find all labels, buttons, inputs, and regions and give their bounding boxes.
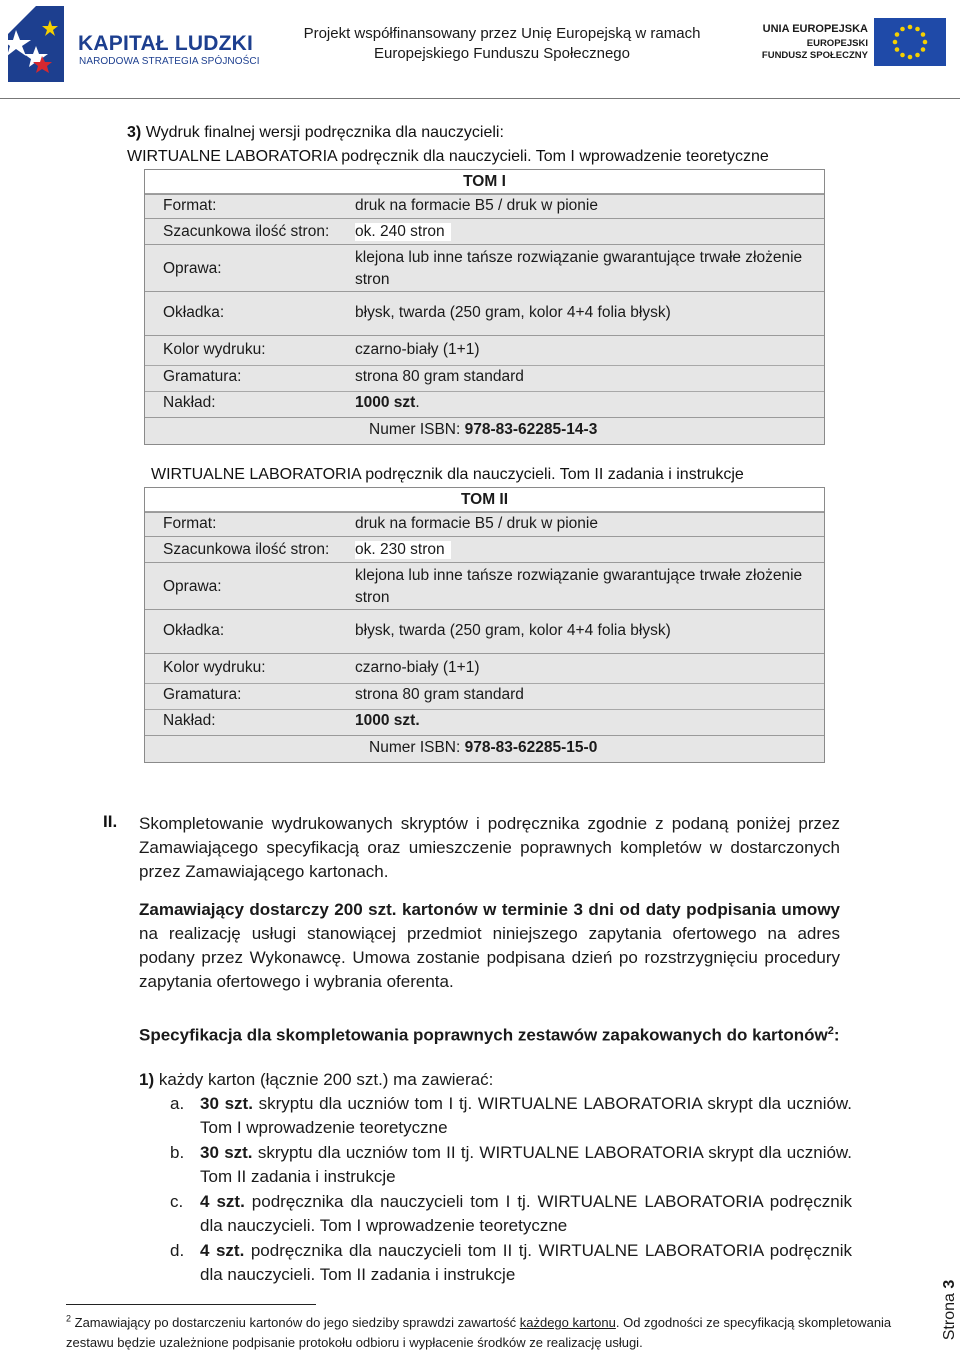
tom2-row-cover [145,609,824,653]
list-item-qty: 30 szt. [200,1094,253,1113]
tom2-isbn [369,739,597,757]
footnote-divider [66,1304,316,1305]
header-center-line2: Europejskiego Funduszu Społecznego [373,45,630,62]
tom1-row-isbn [145,417,824,444]
header-divider [0,98,960,99]
tom1-cover-label: Okładka: [163,304,225,321]
section2-paragraph2 [139,898,840,994]
list-item-letter: a. [170,1094,185,1113]
tom2-row-run [145,709,824,735]
list-item-text [200,1141,852,1189]
footnote-text-a: Zamawiający po dostarczeniu kartonów do jego siedziby sprawdzi zawartość [71,1315,520,1330]
tom2-run-value [355,712,420,730]
spec-heading [139,1019,852,1048]
tom2-pages-value: ok. 230 stron [355,541,451,559]
header-center-line1: Projekt współfinansowany przez Unię Europejską w ramach [303,25,701,42]
tom1-run-label: Nakład: [163,394,216,411]
tom1-row-color [145,335,824,365]
header-cofinancing-note [280,24,724,64]
spec-item1-text: każdy karton (łącznie 200 szt.) ma zawierać: [154,1070,494,1089]
tom1-binding-value: klejona lub inne tańsze rozwiązanie gwarantujące trwałe złożenie stron [355,249,803,288]
tom1-color-label: Kolor wydruku: [163,341,266,358]
list-item-text [200,1092,852,1140]
tom2-cover-value: błysk, twarda (250 gram, kolor 4+4 folia błysk) [355,622,671,639]
footnote-text-b: . Od zgodności ze specyfikacją skompletowania zestawu będzie uzależnione podpisanie protokołu odbioru i wypłacenie środków ze realizację usługi. [66,1315,892,1350]
section3-heading-line2: WIRTUALNE LABORATORIA podręcznik dla nauczycieli. Tom I wprowadzenie teoretyczne [127,148,769,165]
list-item-qty: 4 szt. [200,1192,245,1211]
tom1-row-weight [145,365,824,391]
eu-logo-line1: UNIA EUROPEJSKA [762,23,868,35]
list-item-description: skryptu dla uczniów tom I tj. WIRTUALNE LABORATORIA skrypt dla uczniów. Tom I wprowadzenie teoretyczne [200,1094,852,1137]
tom1-isbn [369,421,597,439]
list-item-description: podręcznika dla nauczycieli tom II tj. WIRTUALNE LABORATORIA podręcznik dla nauczycieli. Tom II zadania i instrukcje [200,1241,852,1284]
eu-flag-icon [874,18,946,66]
tom1-row-cover [145,291,824,335]
list-item-letter: b. [170,1143,185,1162]
section3-number: 3) [127,124,142,141]
tom1-pages-label: Szacunkowa ilość stron: [163,223,330,240]
list-item-letter: d. [170,1241,185,1260]
spec-item1-number: 1) [139,1070,155,1089]
footnote-underlined: każdego kartonu [519,1315,616,1330]
tom1-binding-label: Oprawa: [163,260,222,277]
kapital-ludzki-emblem-icon [6,4,66,84]
tom2-weight-label: Gramatura: [163,686,242,703]
tom1-run-value-tail: . [415,394,420,411]
list-item-text [200,1239,852,1287]
spec-heading-text: Specyfikacja dla skompletowania poprawnych zestawów zapakowanych do kartonów [139,1025,828,1045]
tom1-color-value: czarno-biały (1+1) [355,341,480,358]
tom1-format-value: druk na formacie B5 / druk w pionie [355,197,598,214]
tom2-heading: WIRTUALNE LABORATORIA podręcznik dla nauczycieli. Tom II zadania i instrukcje [151,466,744,483]
tom2-row-pages [145,536,824,562]
section3-heading-line1 [127,124,504,142]
tom2-format-label: Format: [163,515,217,532]
tom1-row-format [145,194,824,218]
section2-para2-rest: na realizację usługi stanowiącej przedmiot niniejszego zapytania ofertowego na adres podany przez Wykonawcę. Umowa zostanie podpisana dzień po rozstrzygnięciu procedury zapytania ofertowego i wybrania oferenta. [139,924,840,991]
tom2-row-isbn [145,735,824,762]
section3-title: Wydruk finalnej wersji podręcznika dla nauczycieli: [145,124,504,141]
kapital-ludzki-logo [6,4,260,84]
section2-paragraph1: Skompletowanie wydrukowanych skryptów i podręcznika zgodnie z podaną poniżej przez Zamawiającego specyfikacją oraz umieszczenie poprawnych kompletów w dostarczonych przez Zamawiającego kartonach. [139,814,840,881]
list-item-text [200,1190,852,1238]
tom1-cover-value: błysk, twarda (250 gram, kolor 4+4 folia błysk) [355,304,671,321]
tom2-cover-label: Okładka: [163,622,225,639]
tom2-isbn-value: 978-83-62285-15-0 [464,739,598,756]
tom1-weight-value: strona 80 gram standard [355,368,524,385]
tom1-weight-label: Gramatura: [163,368,242,385]
tom2-row-weight [145,683,824,709]
kapital-ludzki-subtitle: NARODOWA STRATEGIA SPÓJNOŚCI [79,56,260,67]
tom1-format-label: Format: [163,197,217,214]
list-item [170,1141,852,1189]
list-item [170,1092,852,1140]
tom1-pages-value: ok. 240 stron [355,223,451,241]
tom2-run-label: Nakład: [163,712,216,729]
list-item-qty: 30 szt. [200,1143,253,1162]
tom1-row-pages [145,218,824,244]
list-item-qty: 4 szt. [200,1241,245,1260]
eu-logo-line3: FUNDUSZ SPOŁECZNY [761,50,868,61]
spec-footnote-ref: 2 [827,1025,834,1037]
tom2-binding-value: klejona lub inne tańsze rozwiązanie gwarantujące trwałe złożenie stron [355,567,803,606]
list-item-description: podręcznika dla nauczycieli tom I tj. WIRTUALNE LABORATORIA podręcznik dla nauczycieli. Tom I wprowadzenie teoretyczne [200,1192,852,1235]
eu-logo-line2: EUROPEJSKI [806,38,868,49]
footnote [66,1313,896,1353]
tom2-row-binding [145,562,824,609]
tom2-weight-value: strona 80 gram standard [355,686,524,703]
section2-para2-bold-b: kartonów w terminie 3 dni od daty podpisania umowy [396,900,840,919]
tom2-run-value-bold: 1000 szt. [355,712,420,729]
section2-para2-bold-a: Zamawiający dostarczy 200 szt. [139,900,397,919]
spec-table-tom1 [144,169,825,445]
list-item-description: skryptu dla uczniów tom II tj. WIRTUALNE LABORATORIA skrypt dla uczniów. Tom II zadania i instrukcje [200,1143,852,1186]
spec-heading-colon: : [833,1025,840,1045]
tom1-run-value-bold: 1000 szt [355,394,416,411]
list-item-letter: c. [170,1192,184,1211]
spec-table-tom2 [144,487,825,763]
tom1-isbn-value: 978-83-62285-14-3 [464,421,598,438]
tom1-run-value [355,394,420,412]
footnote-mark: 2 [66,1313,72,1324]
page-number [930,1276,960,1344]
tom2-binding-label: Oprawa: [163,578,222,595]
tom2-color-value: czarno-biały (1+1) [355,659,480,676]
section2-number: II. [103,812,118,831]
tom2-pages-label: Szacunkowa ilość stron: [163,541,330,558]
page-number-text [941,1280,959,1341]
spec-item1 [139,1068,852,1092]
tom2-isbn-label: Numer ISBN: [369,739,465,756]
tom1-row-run [145,391,824,417]
tom1-title: TOM I [463,173,506,190]
tom2-row-format [145,512,824,536]
page-number-label: Strona [941,1288,958,1341]
kapital-ludzki-title: KAPITAŁ LUDZKI [78,32,254,55]
list-item [170,1239,852,1287]
tom1-row-binding [145,244,824,291]
tom2-title: TOM II [460,491,509,508]
tom2-color-label: Kolor wydruku: [163,659,266,676]
tom2-row-color [145,653,824,683]
eu-logo [740,12,950,74]
list-item [170,1190,852,1238]
page-number-value: 3 [941,1279,958,1289]
tom1-isbn-label: Numer ISBN: [369,421,465,438]
tom2-format-value: druk na formacie B5 / druk w pionie [355,515,598,532]
